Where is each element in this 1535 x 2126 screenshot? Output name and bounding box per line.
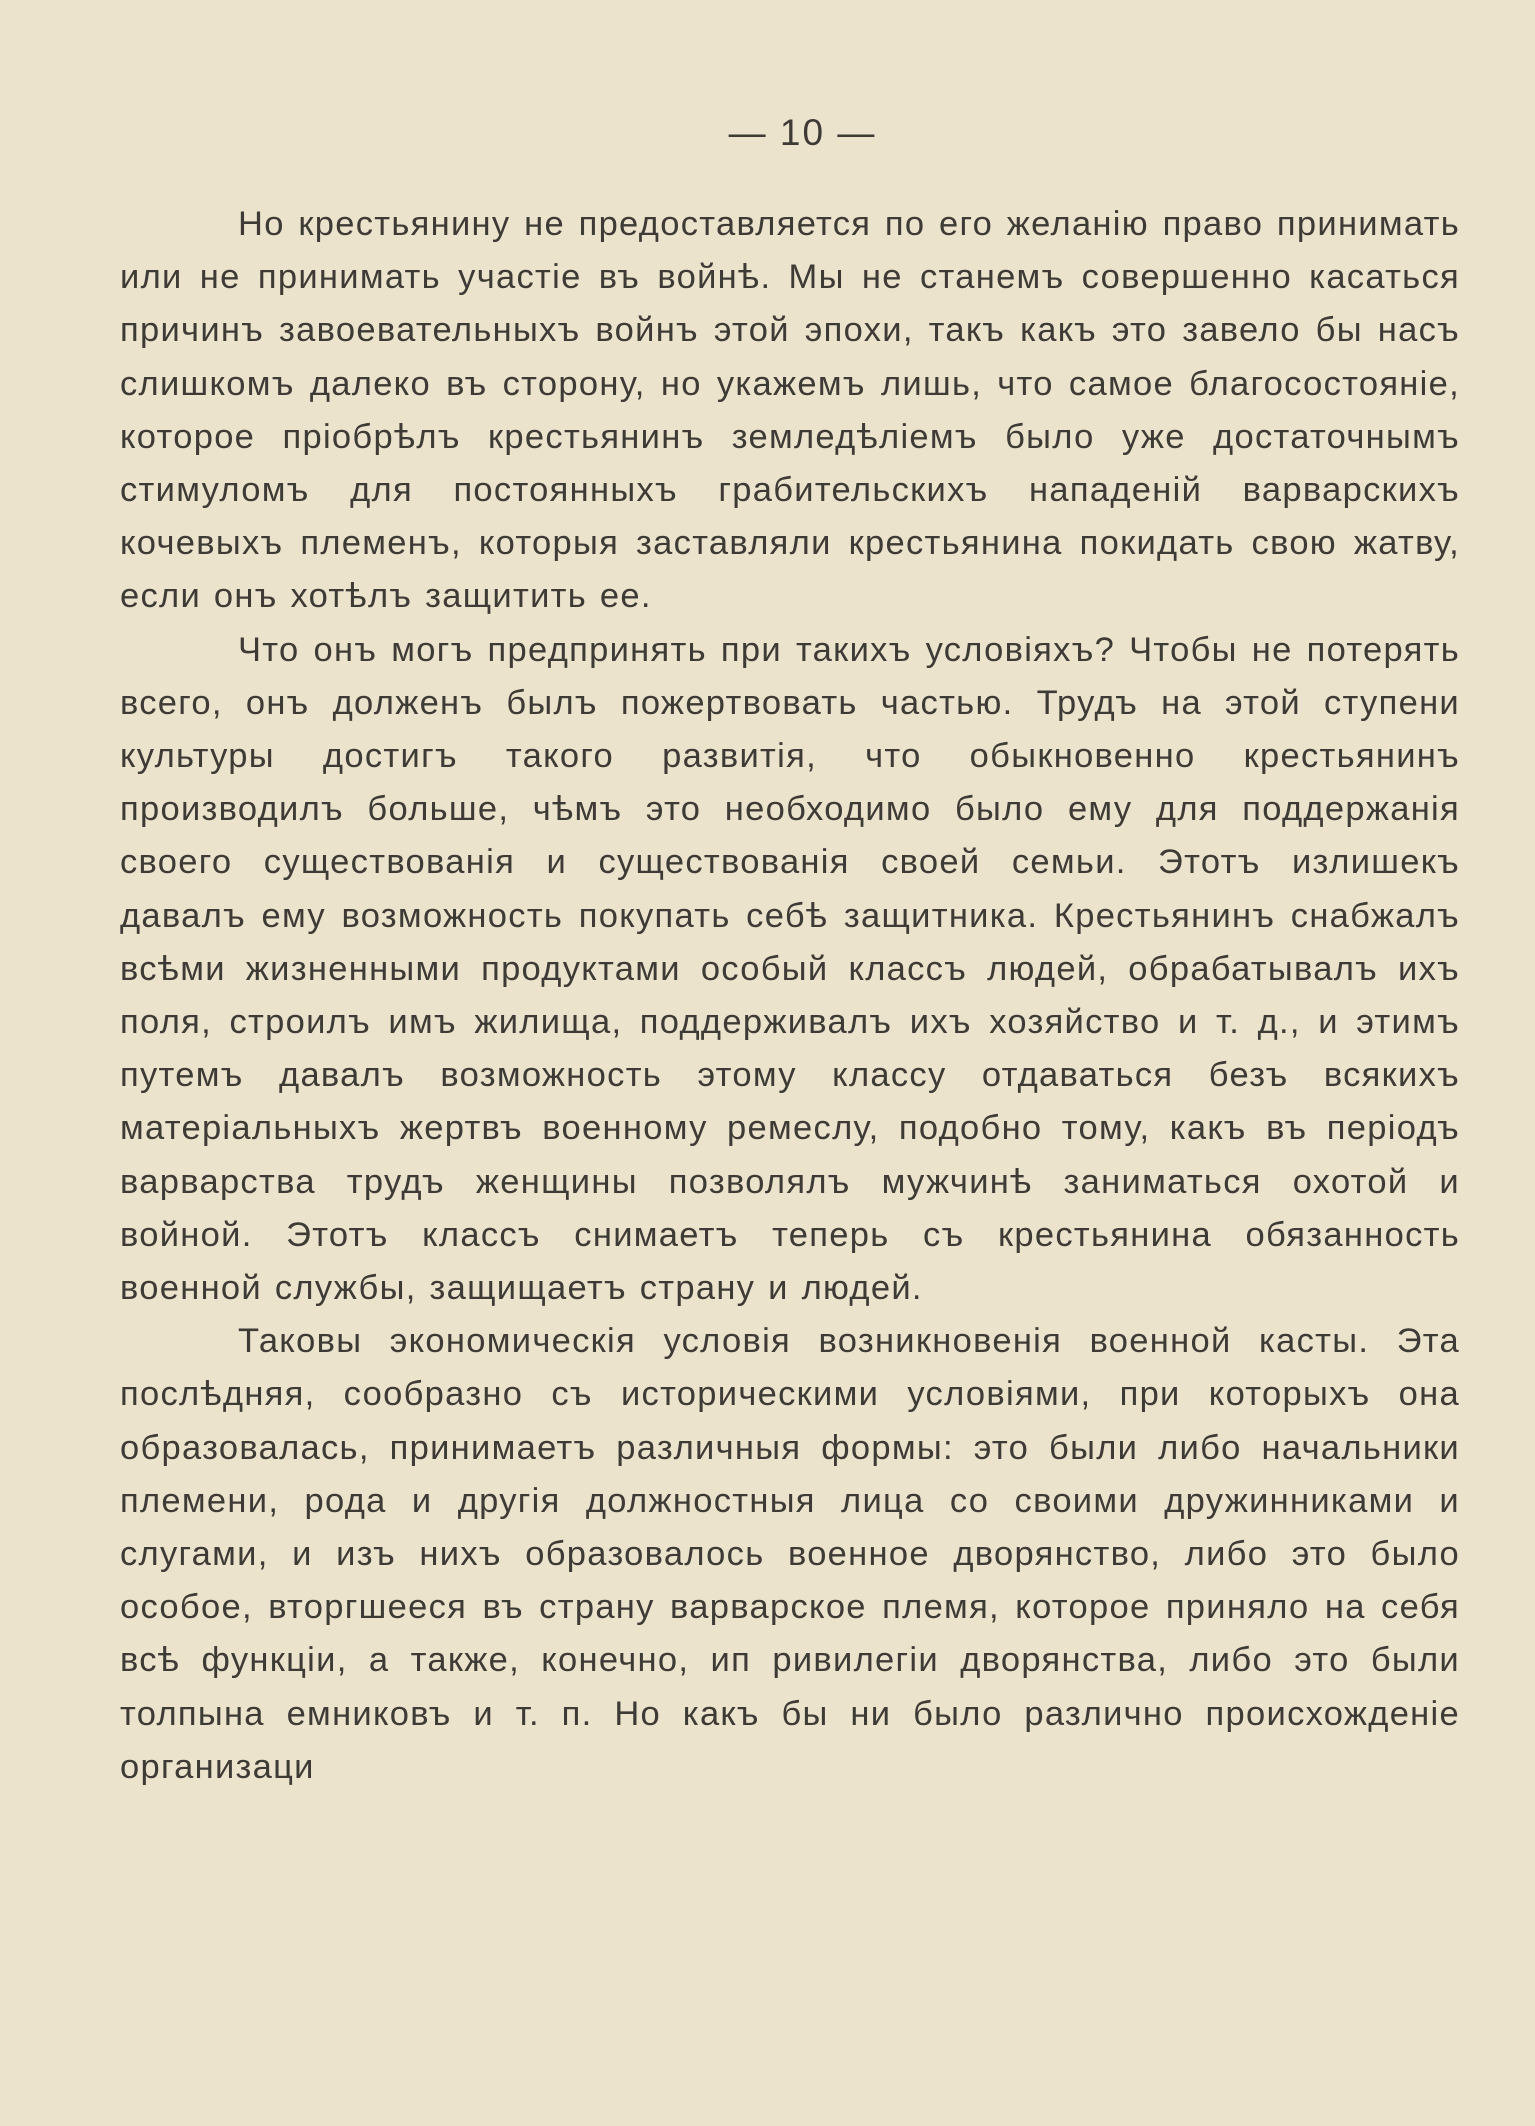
body-text (120, 198, 1460, 1794)
paragraph-1: Но крестьянину не предоставляется по его желанію право принимать или не принимать участіе въ войнѣ. Мы не станемъ совершенно касаться причинъ завоевательныхъ войнъ этой эпохи, такъ какъ это завело бы насъ слишкомъ далеко въ сторону, но укажемъ лишь, что самое благосостояніе, которое пріобрѣлъ крестьянинъ земледѣліемъ было уже достаточнымъ стимуломъ для постоянныхъ грабительскихъ нападеній варварскихъ кочевыхъ племенъ, которыя заставляли крестьянина покидать свою жатву, если онъ хотѣлъ защитить ее. (120, 205, 1460, 616)
paragraph-3: Таковы экономическія условія возникновенія военной касты. Эта послѣдняя, сообразно съ историческими условіями, при которыхъ она образовалась, принимаетъ различныя формы: это были либо начальники племени, рода и другія должностныя лица со своими дружинниками и слугами, и изъ нихъ образовалось военное дворянство, либо это было особое, вторгшееся въ страну варварское племя, которое приняло на себя всѣ функціи, а также, конечно, ип ривилегіи дворянства, либо это были толпына емниковъ и т. п. Но какъ бы ни было различно происхожденіе организаци (120, 1322, 1460, 1786)
paragraph-2: Что онъ могъ предпринять при такихъ условіяхъ? Чтобы не потерять всего, онъ долженъ былъ пожертвовать частью. Трудъ на этой ступени культуры достигъ такого развитія, что обыкновенно крестьянинъ производилъ больше, чѣмъ это необходимо было ему для поддержанія своего существованія и существованія своей семьи. Этотъ излишекъ давалъ ему возможность покупать себѣ защитника. Крестьянинъ снабжалъ всѣми жизненными продуктами особый классъ людей, обрабатывалъ ихъ поля, строилъ имъ жилища, поддерживалъ ихъ хозяйство и т. д., и этимъ путемъ давалъ возможность этому классу отдаваться безъ всякихъ матеріальныхъ жертвъ военному ремеслу, подобно тому, какъ въ періодъ варварства трудъ женщины позволялъ мужчинѣ заниматься охотой и войной. Этотъ классъ снимаетъ теперь съ крестьянина обязанность военной службы, защищаетъ страну и людей. (120, 630, 1460, 1308)
page-number: — 10 — (728, 112, 877, 153)
